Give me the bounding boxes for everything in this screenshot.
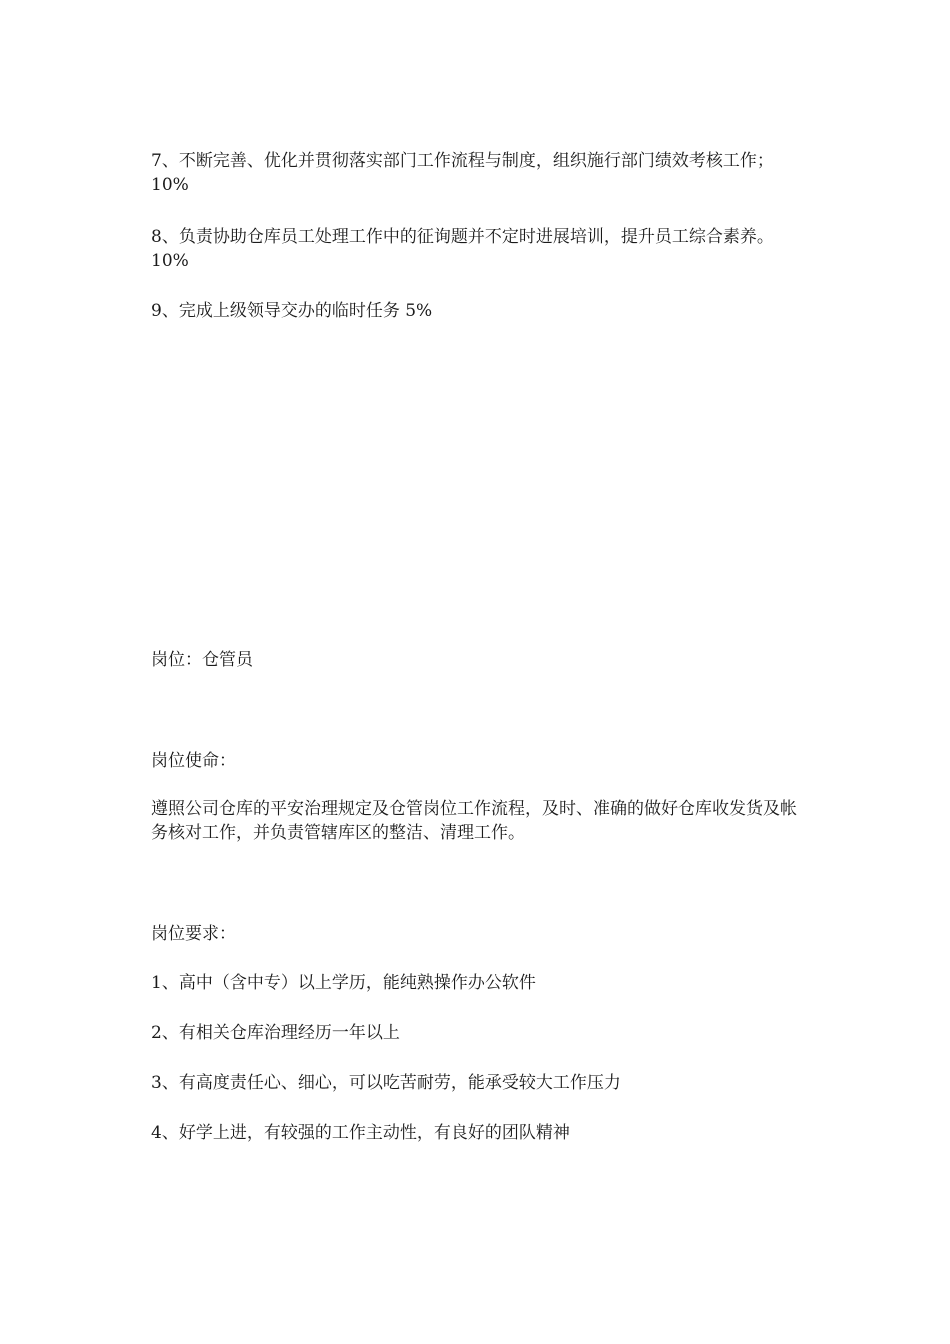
mission-heading: 岗位使命： [151,751,236,771]
requirement-item: 4、好学上进，有较强的工作主动性，有良好的团队精神 [151,1123,570,1143]
mission-text: 遵照公司仓库的平安治理规定及仓管岗位工作流程，及时、准确的做好仓库收发货及帐务核对工作，并负责管辖库区的整洁、清理工作。 [151,799,797,843]
duty-item-8: 8、负责协助仓库员工处理工作中的征询题并不定时进展培训，提升员工综合素养。 10% [151,227,780,271]
requirement-item: 2、有相关仓库治理经历一年以上 [151,1023,400,1043]
requirement-item: 1、高中（含中专）以上学历，能纯熟操作办公软件 [151,973,536,993]
position-title: 岗位：仓管员 [151,650,253,670]
requirement-item: 3、有高度责任心、细心，可以吃苦耐劳，能承受较大工作压力 [151,1073,621,1093]
duty-item-7: 7、不断完善、优化并贯彻落实部门工作流程与制度，组织施行部门绩效考核工作； 10% [151,151,780,195]
duty-item-9: 9、完成上级领导交办的临时任务 5% [151,301,433,321]
requirements-heading: 岗位要求： [151,924,236,944]
